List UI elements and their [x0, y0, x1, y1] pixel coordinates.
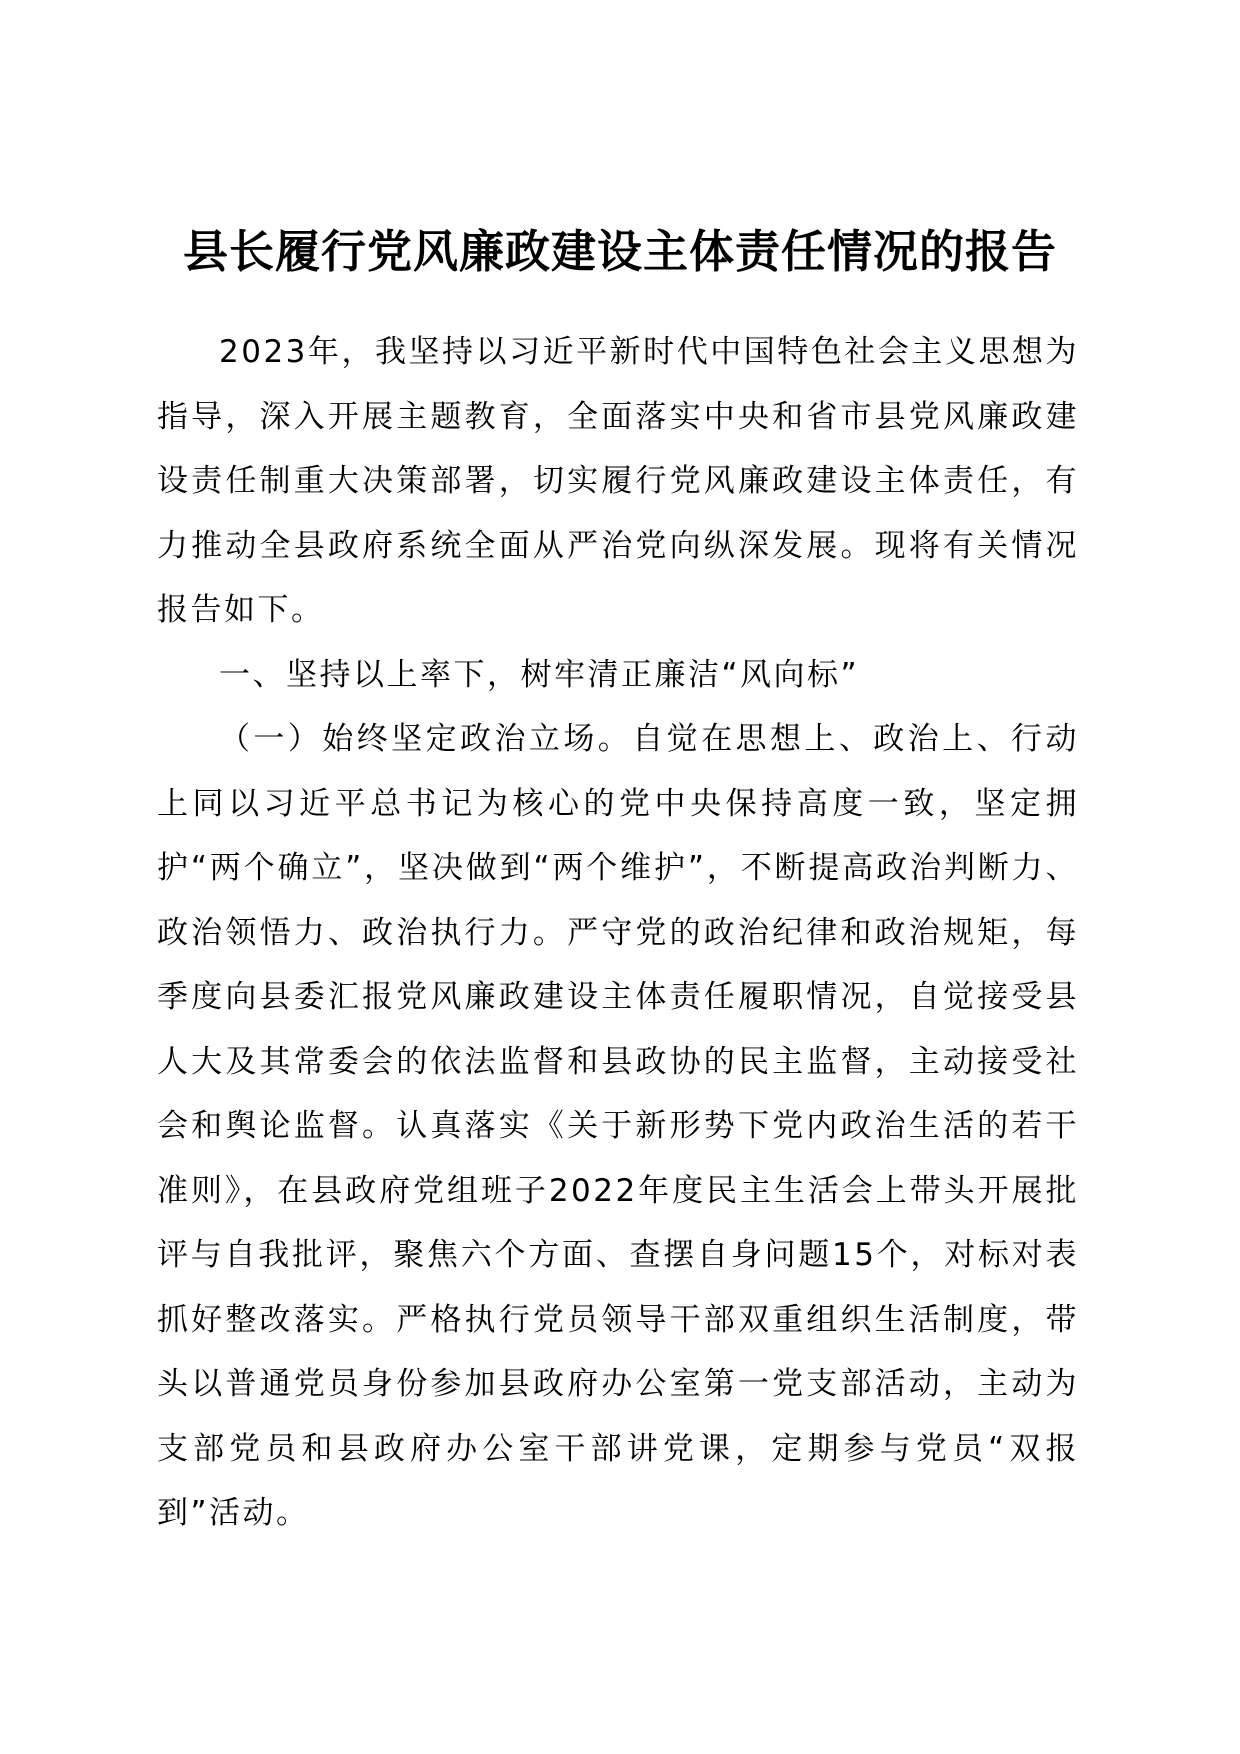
section-1-paragraph-1: （一）始终坚定政治立场。自觉在思想上、政治上、行动上同以习近平总书记为核心的党中央保持高度一致，坚定拥护“两个确立”，坚决做到“两个维护”，不断提高政治判断力、政治领悟力、政治执行力。严守党的政治纪律和政治规矩，每季度向县委汇报党风廉政建设主体责任履职情况，自觉接受县人大及其常委会的依法监督和县政协的民主监督，主动接受社会和舆论监督。认真落实《关于新形势下党内政治生活的若干准则》，在县政府党组班子2022年度民主生活会上带头开展批评与自我批评，聚焦六个方面、查摆自身问题15个，对标对表抓好整改落实。严格执行党员领导干部双重组织生活制度，带头以普通党员身份参加县政府办公室第一党支部活动，主动为支部党员和县政府办公室干部讲党课，定期参与党员“双报到”活动。	[157, 721, 1079, 1531]
document-body	[157, 320, 1079, 1546]
section-1-heading: 一、坚持以上率下，树牢清正廉洁“风向标”	[219, 656, 860, 693]
intro-paragraph: 2023年，我坚持以习近平新时代中国特色社会主义思想为指导，深入开展主题教育，全面落实中央和省市县党风廉政建设责任制重大决策部署，切实履行党风廉政建设主体责任，有力推动全县政府系统全面从严治党向纵深发展。现将有关情况报告如下。	[157, 334, 1079, 628]
document-title: 县长履行党风廉政建设主体责任情况的报告	[182, 225, 1057, 278]
